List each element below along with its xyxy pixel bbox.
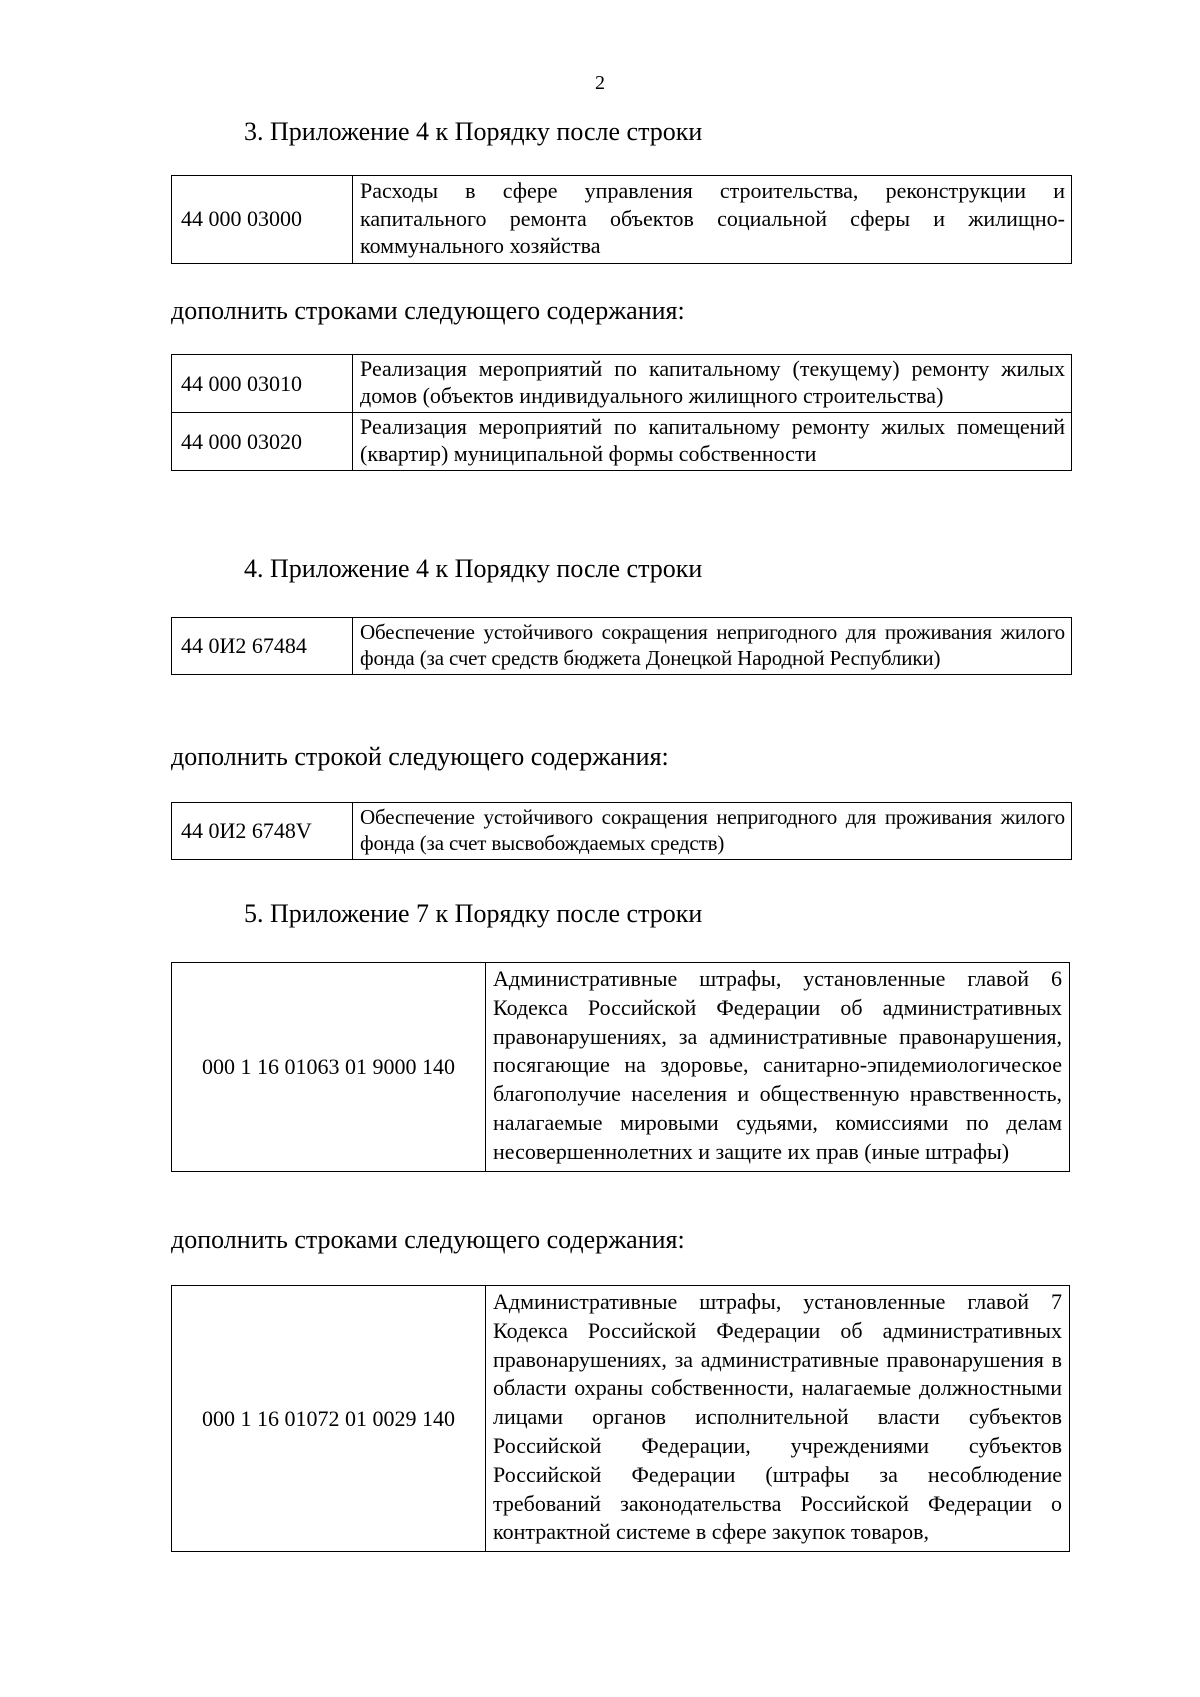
table-row [172, 413, 1072, 471]
original-row-table [171, 175, 1072, 264]
original-row-table [171, 962, 1070, 1172]
description-cell: Обеспечение устойчивого сокращения непригодного для проживания жилого фонда (за счет средств бюджета Донецкой Народной Республики) [353, 618, 1072, 675]
budget-code-cell: 44 0И2 67484 [172, 618, 353, 675]
table-row [172, 963, 1070, 1172]
table-row [172, 618, 1072, 675]
original-row-table [171, 617, 1072, 675]
connector-text: дополнить строкой следующего содержания: [171, 742, 669, 771]
description-cell: Реализация мероприятий по капитальному ремонту жилых помещений (квартир) муниципальной формы собственности [353, 413, 1072, 471]
table-row [172, 355, 1072, 413]
budget-code-cell: 000 1 16 01072 01 0029 140 [172, 1286, 486, 1552]
table-row [172, 1286, 1070, 1552]
table-row [172, 803, 1072, 860]
budget-code-cell: 000 1 16 01063 01 9000 140 [172, 963, 486, 1172]
budget-code-cell: 44 000 03010 [172, 355, 353, 413]
new-rows-table [171, 1285, 1070, 1552]
new-rows-table [171, 354, 1072, 471]
section-heading: 3. Приложение 4 к Порядку после строки [244, 117, 703, 146]
connector-text: дополнить строками следующего содержания: [171, 296, 685, 325]
budget-code-cell: 44 000 03000 [172, 176, 353, 264]
budget-code-cell: 44 000 03020 [172, 413, 353, 471]
table-row [172, 176, 1072, 264]
section-heading: 4. Приложение 4 к Порядку после строки [244, 554, 703, 583]
budget-code-cell: 44 0И2 6748V [172, 803, 353, 860]
description-cell: Расходы в сфере управления строительства, реконструкции и капитального ремонта объектов социальной сферы и жилищно-коммунального хозяйства [353, 176, 1072, 264]
description-cell: Реализация мероприятий по капитальному (текущему) ремонту жилых домов (объектов индивидуального жилищного строительства) [353, 355, 1072, 413]
new-rows-table [171, 802, 1072, 860]
page-number: 2 [595, 72, 605, 94]
description-cell: Административные штрафы, установленные главой 7 Кодекса Российской Федерации об административных правонарушениях, за административные правонарушения в области охраны собственности, налагаемые должностными лицами органов исполнительной власти субъектов Российской Федерации, учреждениями субъектов Российской Федерации (штрафы за несоблюдение требований законодательства Российской Федерации о контрактной системе в сфере закупок товаров, [486, 1286, 1070, 1552]
connector-text: дополнить строками следующего содержания: [171, 1225, 685, 1254]
description-cell: Обеспечение устойчивого сокращения непригодного для проживания жилого фонда (за счет высвобождаемых средств) [353, 803, 1072, 860]
description-cell: Административные штрафы, установленные главой 6 Кодекса Российской Федерации об административных правонарушениях, за административные правонарушения, посягающие на здоровье, санитарно-эпидемиологическое благополучие населения и общественную нравственность, налагаемые мировыми судьями, комиссиями по делам несовершеннолетних и защите их прав (иные штрафы) [486, 963, 1070, 1172]
section-heading: 5. Приложение 7 к Порядку после строки [244, 899, 703, 928]
